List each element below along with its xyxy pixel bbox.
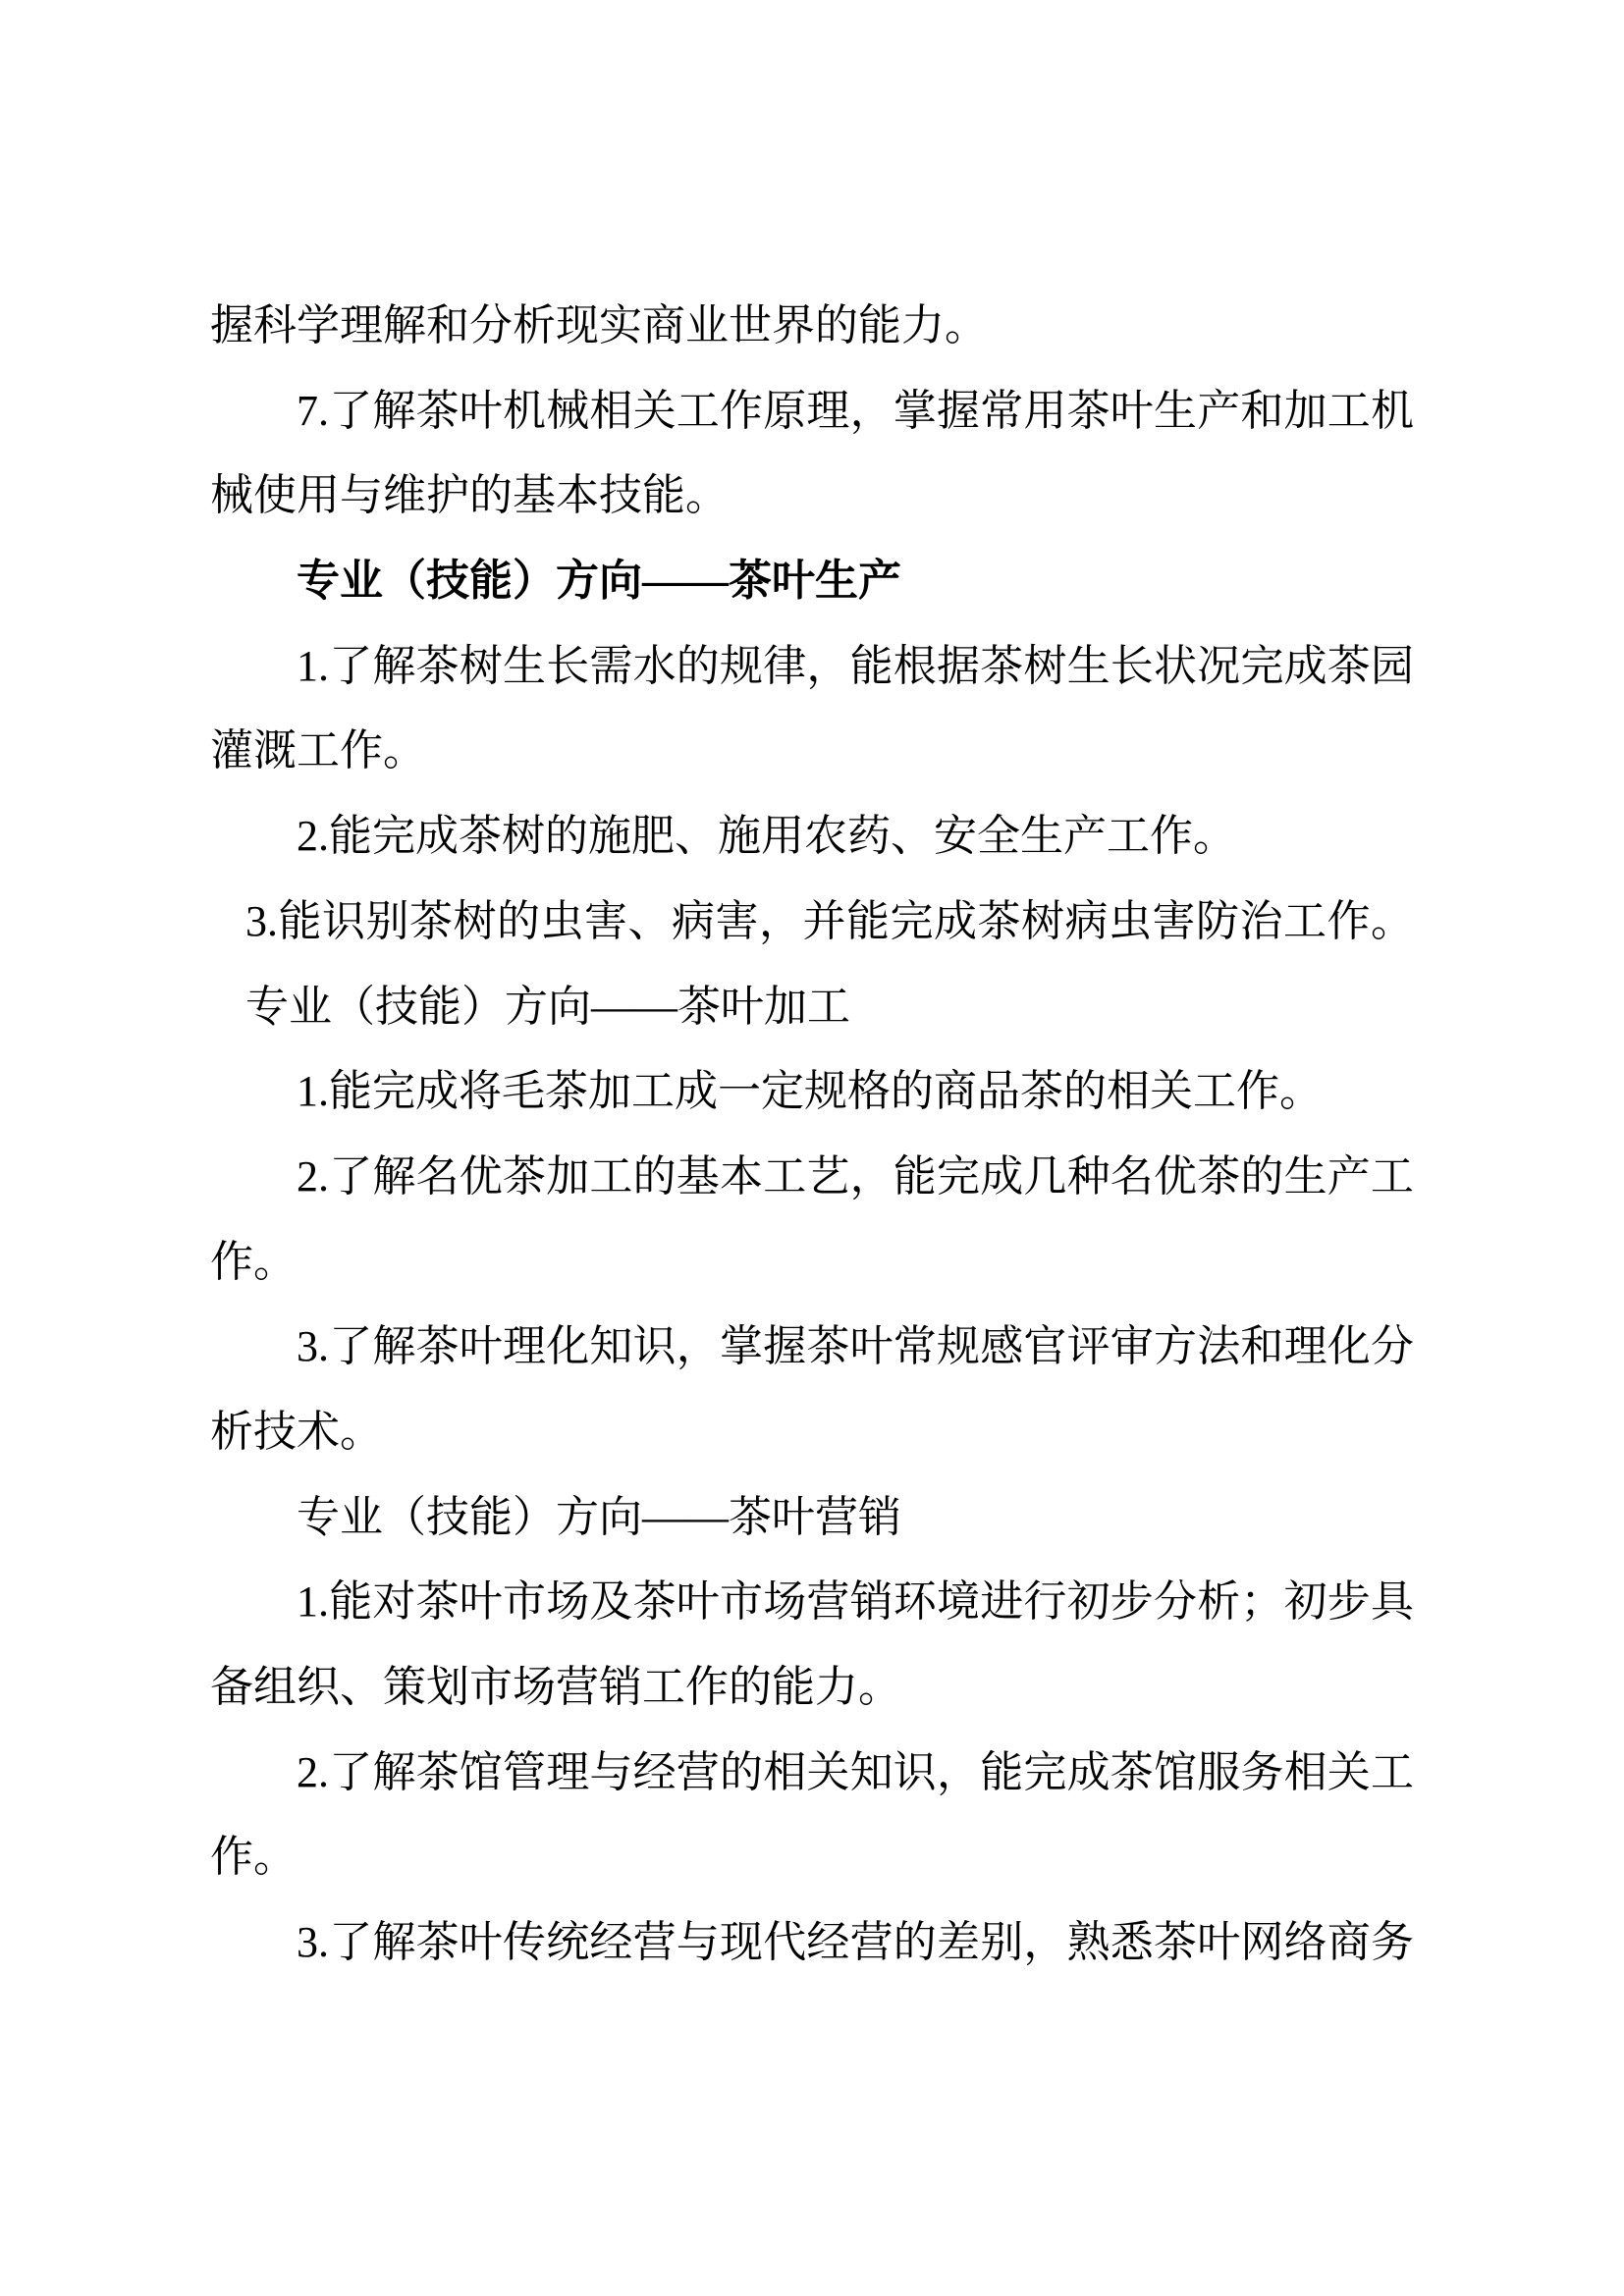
list-item-line: 2.了解茶馆管理与经营的相关知识，能完成茶馆服务相关工	[297, 1747, 1414, 1796]
continuation-line: 备组织、策划市场营销工作的能力。	[210, 1663, 901, 1711]
continuation-line: 械使用与维护的基本技能。	[210, 471, 729, 520]
section-heading-tea-processing: 专业（技能）方向——茶叶加工	[245, 982, 850, 1031]
continuation-line: 握科学理解和分析现实商业世界的能力。	[210, 301, 988, 349]
continuation-line: 灌溉工作。	[210, 726, 426, 775]
section-heading-tea-production: 专业（技能）方向——茶叶生产	[297, 557, 901, 606]
list-item-line: 3.了解茶叶理化知识，掌握茶叶常规感官评审方法和理化分	[297, 1322, 1414, 1371]
list-item-line: 1.能对茶叶市场及茶叶市场营销环境进行初步分析；初步具	[297, 1577, 1414, 1627]
list-item-line: 1.了解茶树生长需水的规律，能根据茶树生长状况完成茶园	[297, 641, 1414, 690]
section-heading-tea-marketing: 专业（技能）方向——茶叶营销	[297, 1492, 901, 1541]
list-item-line: 3.能识别茶树的虫害、病害，并能完成茶树病虫害防治工作。	[245, 896, 1414, 945]
list-item-line: 2.了解名优茶加工的基本工艺，能完成几种名优茶的生产工	[297, 1151, 1414, 1201]
list-item-line: 7.了解茶叶机械相关工作原理，掌握常用茶叶生产和加工机	[297, 386, 1414, 435]
list-item-line: 3.了解茶叶传统经营与现代经营的差别，熟悉茶叶网络商务	[297, 1918, 1414, 1967]
continuation-line: 析技术。	[210, 1407, 383, 1456]
continuation-line: 作。	[210, 1833, 297, 1882]
page-text-block	[210, 284, 1414, 1986]
list-item-line: 2.能完成茶树的施肥、施用农药、安全生产工作。	[297, 812, 1236, 861]
continuation-line: 作。	[210, 1237, 297, 1286]
list-item-line: 1.能完成将毛茶加工成一定规格的商品茶的相关工作。	[297, 1067, 1323, 1116]
